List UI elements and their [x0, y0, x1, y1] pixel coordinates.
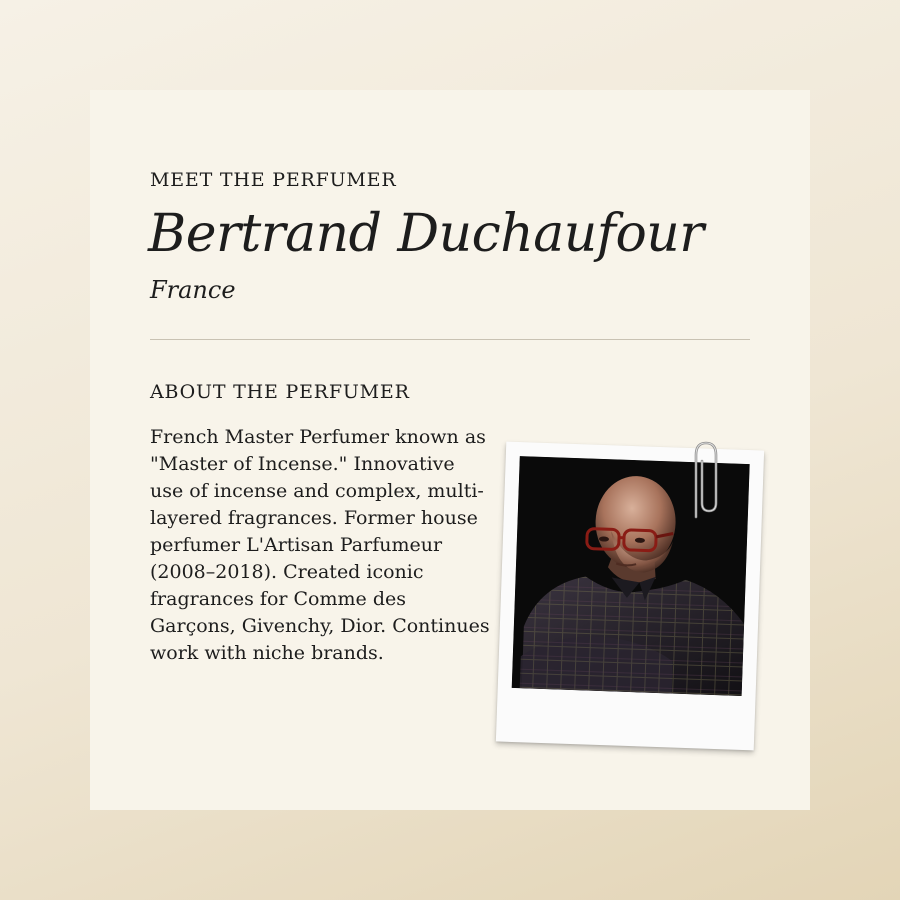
- about-heading: ABOUT THE PERFUMER: [150, 381, 410, 403]
- perfumer-country: France: [150, 276, 236, 304]
- paperclip-icon: [686, 437, 720, 523]
- polaroid-photo-frame: [496, 442, 764, 751]
- eyebrow-label: MEET THE PERFUMER: [150, 169, 397, 191]
- perfumer-name: Bertrand Duchaufour: [148, 204, 704, 264]
- perfumer-bio: French Master Perfumer known as "Master of Incense." Innovative use of incense and complex, multi-layered fragrances. Former house perfumer L'Artisan Parfumeur (2008–2018). Created iconic fragrances for Comme des Garçons, Givenchy, Dior. Continues work with niche brands.: [150, 426, 490, 664]
- divider: [150, 339, 750, 340]
- perfumer-card: [90, 90, 810, 810]
